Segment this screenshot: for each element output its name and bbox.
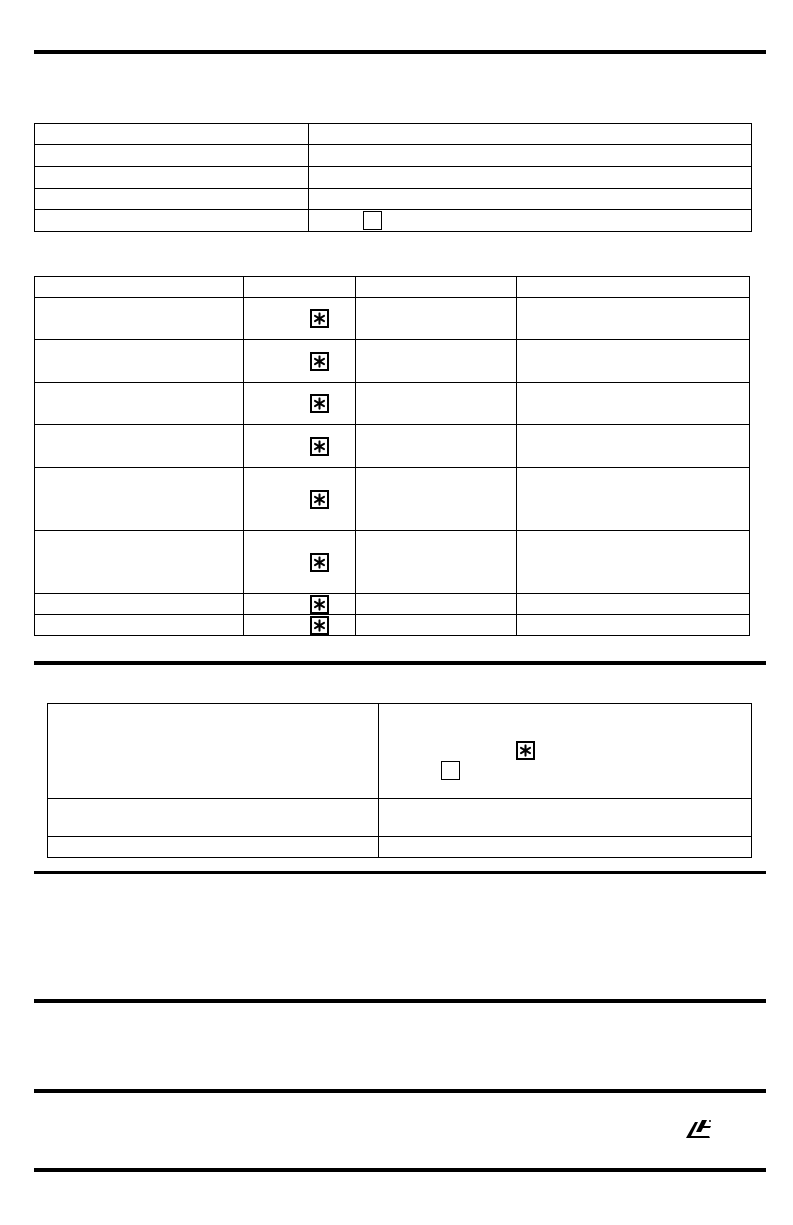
header-row <box>35 210 752 232</box>
row-label <box>35 468 244 531</box>
summary-left[interactable] <box>48 799 379 837</box>
row-check-cell <box>244 425 356 468</box>
asterisk-mark <box>312 354 327 369</box>
header-label <box>35 145 309 167</box>
header-label <box>35 189 309 210</box>
table-row <box>35 340 750 383</box>
summary-row <box>48 799 752 837</box>
row-value[interactable] <box>356 615 517 636</box>
table-row <box>35 531 750 594</box>
row-value[interactable] <box>356 340 517 383</box>
detail-table <box>34 276 750 636</box>
company-logo-icon <box>683 1116 713 1140</box>
asterisk-mark <box>518 743 533 758</box>
row-check-cell <box>244 594 356 615</box>
row-note[interactable] <box>517 340 750 383</box>
row-value[interactable] <box>356 531 517 594</box>
row-check-cell <box>244 340 356 383</box>
table-row <box>35 298 750 340</box>
asterisk-mark <box>312 439 327 454</box>
asterisk-checkbox-icon[interactable] <box>310 394 329 413</box>
row-value[interactable] <box>356 594 517 615</box>
summary-right[interactable] <box>379 837 752 858</box>
table-row <box>35 615 750 636</box>
header-value[interactable] <box>309 124 752 145</box>
section-rule-3 <box>34 871 766 874</box>
header-label <box>35 124 309 145</box>
empty-checkbox-icon[interactable] <box>441 761 460 780</box>
summary-table <box>47 703 752 858</box>
header-label <box>35 210 309 232</box>
asterisk-mark <box>312 618 327 633</box>
column-header <box>35 277 244 298</box>
column-header <box>356 277 517 298</box>
row-note[interactable] <box>517 425 750 468</box>
asterisk-checkbox-icon[interactable] <box>310 352 329 371</box>
table-row <box>35 468 750 531</box>
header-row <box>35 189 752 210</box>
row-check-cell <box>244 531 356 594</box>
header-info-table <box>34 123 752 232</box>
header-label <box>35 167 309 189</box>
asterisk-mark <box>312 311 327 326</box>
row-note[interactable] <box>517 383 750 425</box>
asterisk-checkbox-icon[interactable] <box>310 595 329 614</box>
row-value[interactable] <box>356 298 517 340</box>
summary-left[interactable] <box>48 704 379 799</box>
summary-right-with-checkboxes <box>379 704 752 799</box>
summary-right[interactable] <box>379 799 752 837</box>
summary-row <box>48 837 752 858</box>
table-row <box>35 594 750 615</box>
row-note[interactable] <box>517 468 750 531</box>
summary-left[interactable] <box>48 837 379 858</box>
detail-header-row <box>35 277 750 298</box>
asterisk-checkbox-icon[interactable] <box>516 741 535 760</box>
header-row <box>35 167 752 189</box>
header-value[interactable] <box>309 167 752 189</box>
row-note[interactable] <box>517 298 750 340</box>
row-label <box>35 615 244 636</box>
table-row <box>35 425 750 468</box>
row-label <box>35 383 244 425</box>
header-value[interactable] <box>309 189 752 210</box>
row-check-cell <box>244 383 356 425</box>
row-note[interactable] <box>517 615 750 636</box>
empty-checkbox-icon[interactable] <box>363 211 382 230</box>
section-rule-2 <box>34 661 766 665</box>
summary-row <box>48 704 752 799</box>
column-header <box>517 277 750 298</box>
row-value[interactable] <box>356 425 517 468</box>
logo-mark <box>683 1116 713 1140</box>
asterisk-checkbox-icon[interactable] <box>310 490 329 509</box>
asterisk-mark <box>312 492 327 507</box>
row-label <box>35 425 244 468</box>
row-value[interactable] <box>356 468 517 531</box>
header-value-with-checkbox <box>309 210 752 232</box>
asterisk-mark <box>312 555 327 570</box>
header-value[interactable] <box>309 145 752 167</box>
asterisk-checkbox-icon[interactable] <box>310 553 329 572</box>
header-row <box>35 145 752 167</box>
section-rule-bottom <box>34 1168 766 1172</box>
row-value[interactable] <box>356 383 517 425</box>
row-note[interactable] <box>517 594 750 615</box>
row-check-cell <box>244 468 356 531</box>
row-label <box>35 298 244 340</box>
row-note[interactable] <box>517 531 750 594</box>
asterisk-mark <box>312 597 327 612</box>
section-rule-5 <box>34 1089 766 1093</box>
row-check-cell <box>244 615 356 636</box>
asterisk-checkbox-icon[interactable] <box>310 309 329 328</box>
asterisk-checkbox-icon[interactable] <box>310 437 329 456</box>
header-row <box>35 124 752 145</box>
asterisk-mark <box>312 396 327 411</box>
section-rule-top <box>34 50 766 54</box>
table-row <box>35 383 750 425</box>
row-check-cell <box>244 298 356 340</box>
row-label <box>35 340 244 383</box>
asterisk-checkbox-icon[interactable] <box>310 616 329 635</box>
row-label <box>35 594 244 615</box>
column-header <box>244 277 356 298</box>
row-label <box>35 531 244 594</box>
section-rule-4 <box>34 999 766 1003</box>
